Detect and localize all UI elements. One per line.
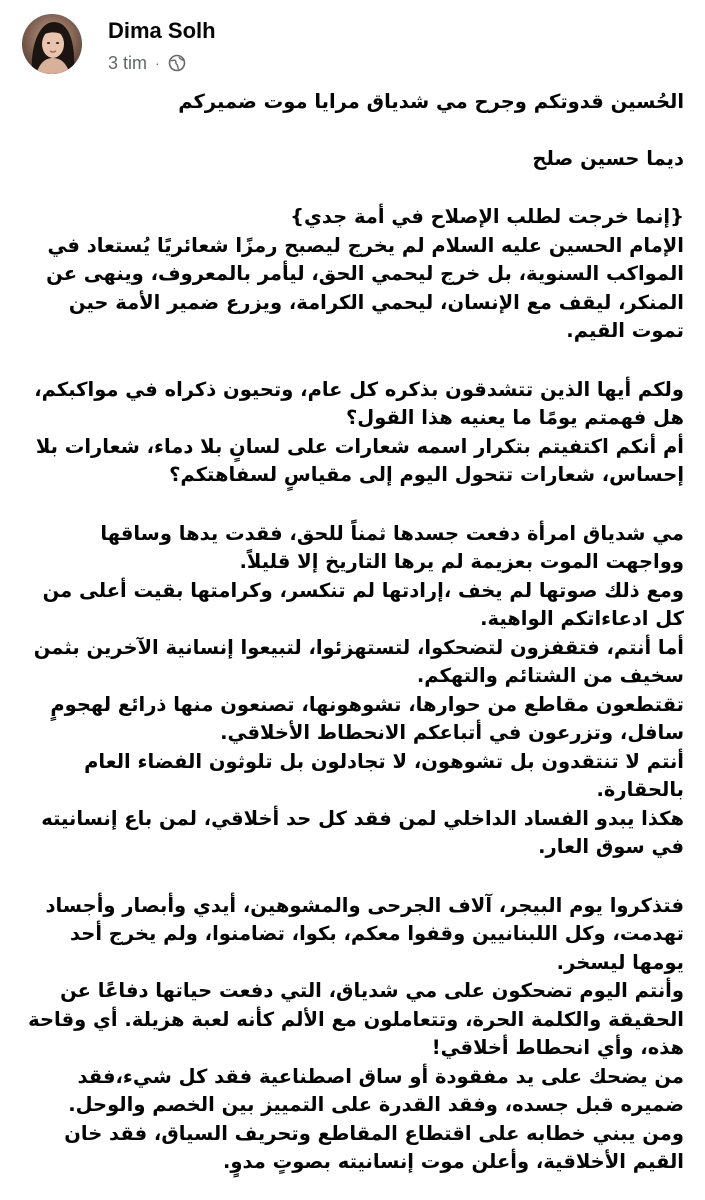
meta-separator: ·	[155, 55, 160, 71]
author-name[interactable]: Dima Solh	[108, 18, 216, 43]
globe-icon[interactable]	[168, 54, 186, 72]
post-byline: ديما حسين صلح	[532, 146, 684, 170]
paragraph-4: فتذكروا يوم البيجر، آلاف الجرحى والمشوهين، أيدي وأبصار وأجساد تهدمت، وكل اللبنانيين وقفوا معكم، بكوا، تضامنوا، ولم يخرج أحد يومها ليسخر. وأنتم اليوم تضحكون على مي شدياق، التي دفعت حياتها دفاعًا عن الحقيقة والكلمة الحرة، وتتعاملون مع الألم كأنه لعبة هزيلة. أي وقاحة هذه، وأي انحطاط أخلاقي! من يضحك على يد مفقودة أو ساق اصطناعية فقد كل شيء،فقد ضميره قبل جسده، وفقد القدرة على التمييز بين الخصم والوحل. ومن يبني خطابه على اقتطاع المقاطع وتحريف السياق، فقد خان القيم الأخلاقية، وأعلن موت إنسانيته بصوتٍ مدوٍ.	[28, 893, 684, 1173]
paragraph-1: {إنما خرجت لطلب الإصلاح في أمة جدي} الإمام الحسين عليه السلام لم يخرج ليصبح رمزًا شعائريًا يُستعاد في المواكب السنوية، بل خرج ليحمي الحق، ليأمر بالمعروف، وينهى عن المنكر، ليقف مع الإنسان، ليحمي الكرامة، ويزرع ضمير الأمة حين تموت القيم.	[46, 205, 684, 342]
post-meta	[108, 52, 186, 74]
avatar[interactable]	[22, 14, 82, 74]
post-timestamp[interactable]: 3 tim	[108, 52, 148, 73]
post-header	[22, 14, 682, 80]
post-title: الحُسين قدوتكم وجرح مي شدياق مرايا موت ضميركم	[178, 90, 684, 113]
post-body	[24, 88, 684, 1177]
paragraph-2: ولكم أيها الذين تتشدقون بذكره كل عام، وتحيون ذكراه في مواكبكم، هل فهمتم يومًا ما يعنيه هذا القول؟ أم أنكم اكتفيتم بتكرار اسمه شعارات على لسانٍ بلا دماء، شعارات بلا إحساس، شعارات تتحول اليوم إلى مقياسٍ لسفاهتكم؟	[34, 377, 684, 486]
avatar-image	[22, 14, 82, 74]
paragraph-3: مي شدياق امرأة دفعت جسدها ثمناً للحق، فقدت يدها وساقها وواجهت الموت بعزيمة لم يرها التاريخ إلا قليلاً. ومع ذلك صوتها لم يخف ،إرادتها لم تنكسر، وكرامتها بقيت أعلى من كل ادعاءاتكم الواهية. أما أنتم، فتقفزون لتضحكوا، لتستهزئوا، لتبيعوا إنسانية الآخرين بثمن سخيف من الشتائم والتهكم. تقتطعون مقاطع من حوارها، تشوهونها، تصنعون منها ذرائع لهجومٍ سافل، وتزرعون في أتباعكم الانحطاط الأخلاقي. أنتم لا تنتقدون بل تشوهون، لا تجادلون بل تلوثون الفضاء العام بالحقارة. هكذا يبدو الفساد الداخلي لمن فقد كل حد أخلاقي، لمن باع إنسانيته في سوق العار.	[33, 521, 684, 858]
